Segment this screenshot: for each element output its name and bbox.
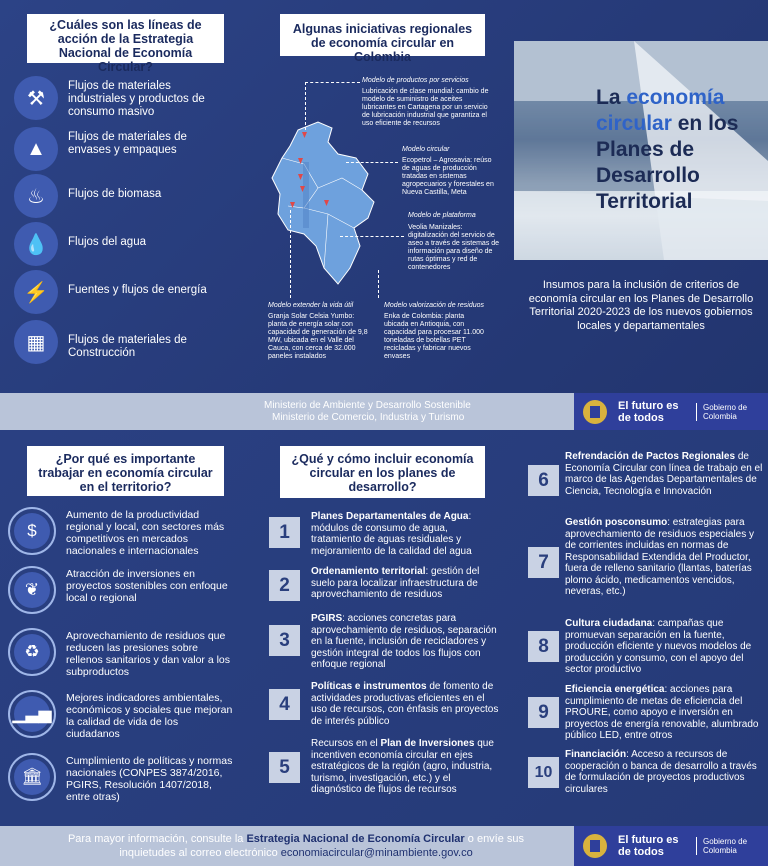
hand-plant-icon: ❦ [8, 566, 56, 614]
step-number: 5 [269, 752, 300, 783]
gov-label: Gobierno de Colombia [696, 837, 756, 855]
action-line-label: Flujos de materiales de Construcción [68, 334, 187, 359]
lightning-icon: ⚡ [14, 270, 58, 314]
map-note-5-title: Modelo valorización de residuos [384, 302, 484, 309]
reason-label: Cumplimiento de políticas y normas nacionales (CONPES 3874/2016, PGIRS, Resolución 1407/2018, entre otras) [66, 755, 233, 803]
flame-icon: ♨ [14, 174, 58, 218]
map-note-5-body: Enka de Colombia: planta ubicada en Antioquia, con capacidad para procesar 11.000 toneladas de botellas PET recicladas y fabricar nuevos envases [384, 313, 484, 360]
map-note-1-title: Modelo de productos por servicios [362, 77, 469, 84]
step-text: Eficiencia energética: acciones para cumplimiento de metas de eficiencia del PROURE, como apoyo e inversión en proyectos de energía renovable, alumbrado público LED, entre otros [565, 684, 759, 741]
connector-line [378, 270, 379, 298]
connector-line [290, 210, 291, 298]
hero-title: La economía circular en los Planes de Desarrollo Territorial [596, 86, 739, 213]
step-number: 8 [528, 631, 559, 662]
step-number: 3 [269, 625, 300, 656]
map-note-3-body: Veolia Manizales: digitalización del servicio de aseo a través de sistemas de información para diseño de rutas óptimas y red de contenedores [408, 224, 500, 271]
institution-icon: 🏛 [8, 753, 56, 801]
action-line-label: Fuentes y flujos de energía [68, 284, 207, 296]
reason-label: Aprovechamiento de residuos que reducen las presiones sobre rellenos sanitarios y dan valor a los subproductos [66, 630, 231, 678]
step-number: 1 [269, 517, 300, 548]
map-note-4-body: Granja Solar Celsia Yumbo: planta de energía solar con capacidad de generación de 9,8 MW, ubicada en el Valle del Cauca, con cerca de 32.000 paneles instalados [268, 313, 368, 360]
step-text: Refrendación de Pactos Regionales de Economía Circular con línea de trabajo en el marco de las Agendas Departamentales de Ciencia, Tecnología e Innovación [565, 451, 763, 497]
ministry-band [0, 393, 768, 430]
step-number: 6 [528, 465, 559, 496]
step-number: 4 [269, 689, 300, 720]
step-text: PGIRS: acciones concretas para aprovechamiento de residuos, separación en la fuente, inclusión de recicladores y gestión integral de todos los flujos con enfoque regional [311, 613, 497, 670]
what-header: ¿Qué y cómo incluir economía circular en los planes de desarrollo? [280, 446, 485, 498]
action-line-label: Flujos de materiales de envases y empaques [68, 131, 187, 156]
action-line-label: Flujos del agua [68, 236, 146, 248]
connector-line [346, 162, 398, 163]
action-line-label: Flujos de biomasa [68, 188, 162, 200]
step-text: Financiación: Acceso a recursos de cooperación o banca de desarrollo a través de formulación de proyectos productivos circulares [565, 749, 757, 795]
chart-icon: ▁▃▅ [8, 690, 56, 738]
ministry-1: Ministerio de Ambiente y Desarrollo Sostenible [264, 400, 471, 411]
map-note-3-title: Modelo de plataforma [408, 212, 476, 219]
future-slogan: El futuro es de todos [618, 834, 679, 858]
gov-logo-block-footer [574, 826, 768, 866]
future-slogan: El futuro es de todos [618, 399, 679, 424]
footer-band [0, 826, 768, 866]
coat-of-arms-icon [580, 831, 610, 861]
colombia-map [258, 118, 388, 293]
footer-text: Para mayor información, consulte la Estrategia Nacional de Economía Circular o envíe sus inquietudes al correo electrónico economiacircular@minambiente.gov.co [67, 833, 525, 859]
reason-label: Atracción de inversiones en proyectos sostenibles con enfoque local o regional [66, 568, 228, 604]
gov-logo-block [574, 393, 768, 430]
map-note-2-body: Ecopetrol – Agrosavia: reúso de aguas de producción tratadas en sistemas agropecuarios y forestales en Nueva Castilla, Meta [402, 157, 494, 196]
reason-label: Aumento de la productividad regional y local, con sectores más competitivos en mercados nacionales e internacionales [66, 509, 225, 557]
map-note-2-title: Modelo circular [402, 146, 450, 153]
ministry-2: Ministerio de Comercio, Industria y Turismo [272, 412, 465, 423]
map-note-1-body: Lubricación de clase mundial: cambio de modelo de suministro de aceites lubricantes en Cartagena por un servicio de lubricación industrial que garantiza el uso eficiente de recursos [362, 88, 489, 127]
step-text: Gestión posconsumo: estrategias para aprovechamiento de residuos especiales y de corrientes incluidas en normas de Responsabilidad Extendida del Productor, fuera de relleno sanitario (llantas, baterías plomo ácido, medicamentos vencidos, neveras, etc.) [565, 517, 754, 597]
why-header: ¿Por qué es importante trabajar en economía circular en el territorio? [27, 446, 224, 496]
step-text: Políticas e instrumentos de fomento de actividades productivas eficientes en el uso de recursos, con énfasis en proyectos de interés público [311, 681, 499, 727]
action-line-label: Flujos de materiales industriales y productos de consumo masivo [68, 80, 205, 118]
map-header: Algunas iniciativas regionales de economía circular en Colombia [280, 14, 485, 56]
hero-image [514, 41, 768, 260]
water-drops-icon: 💧 [14, 222, 58, 266]
step-number: 10 [528, 757, 559, 788]
map-note-4-title: Modelo extender la vida útil [268, 302, 354, 309]
bag-icon: ▲ [14, 127, 58, 171]
building-icon: ▦ [14, 320, 58, 364]
gov-label: Gobierno de Colombia [696, 403, 756, 421]
step-number: 7 [528, 547, 559, 578]
step-text: Cultura ciudadana: campañas que promuevan separación en la fuente, producción eficiente y nuevos modelos de producción y consumo, con el apoyo del sector productivo [565, 618, 752, 675]
step-number: 2 [269, 570, 300, 601]
hero-subtitle: Insumos para la inclusión de criterios de economía circular en los Planes de Desarrollo Territorial 2020-2023 de los nuevos gobiernos locales y departamentales [528, 279, 754, 332]
reason-label: Mejores indicadores ambientales, económicos y sociales que mejoran la calidad de vida de los ciudadanos [66, 692, 233, 740]
step-text: Ordenamiento territorial: gestión del suelo para localizar infraestructura de aprovechamiento de residuos [311, 566, 480, 600]
connector-line [305, 82, 360, 83]
dollar-icon: $ [8, 507, 56, 555]
connector-line [305, 82, 306, 130]
tools-icon: ⚒ [14, 76, 58, 120]
recycle-icon: ♻ [8, 628, 56, 676]
lines-header: ¿Cuáles son las líneas de acción de la Estrategia Nacional de Economía Circular? [27, 14, 224, 63]
step-text: Planes Departamentales de Agua: módulos de consumo de agua, tratamiento de aguas residuales y mejoramiento de la calidad del agua [311, 511, 472, 557]
step-number: 9 [528, 697, 559, 728]
connector-line [340, 236, 404, 237]
email-link[interactable]: economiacircular@minambiente.gov.co [280, 847, 473, 859]
step-text: Recursos en el Plan de Inversiones que incentiven economía circular en ejes estratégicos de la región (agro, industria, turismo, investigación, etc.) y el diagnóstico de flujos de recursos [311, 738, 494, 795]
coat-of-arms-icon [580, 397, 610, 427]
